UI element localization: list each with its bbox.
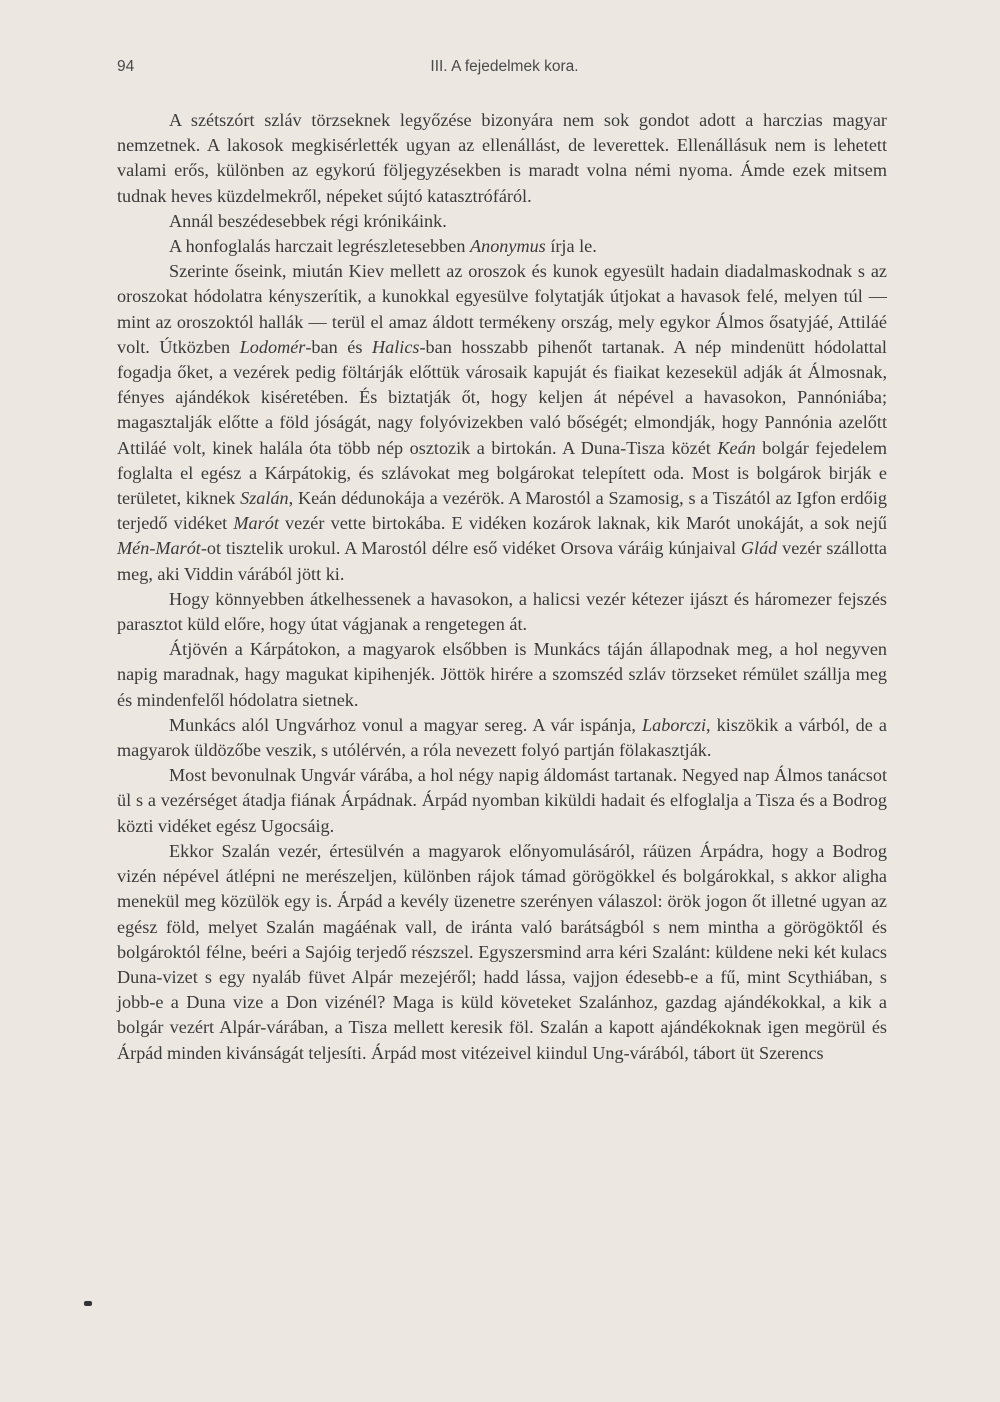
text-run: Szerinte őseink, miután Kiev mellett az oroszok és kunok egyesült hadain diadalmaskodnak s az oroszokat hódolatra kényszerítik, a kunokkal egyesülve folytatják útjokat a havasok felé, melyen túl — mint az oroszoktól hallák — terül el amaz áldott termékeny ország, mely egykor Álmos ősatyjáé, Attiláé volt. Útközben — [117, 261, 887, 357]
body-text — [117, 108, 887, 1066]
text-run: írja le. — [545, 236, 597, 257]
paragraph — [117, 209, 887, 234]
text-run: Annál beszédesebbek régi krónikáink. — [169, 210, 447, 231]
text-run: vezér vette birtokába. E vidéken kozárok laknak, kik Marót unokáját, a sok nejű — [278, 513, 887, 534]
page-number: 94 — [117, 58, 135, 75]
paragraph — [117, 234, 887, 259]
text-run: Hogy könnyebben átkelhessenek a havasokon, a halicsi vezér kétezer ijászt és háromezer fejszés parasztot küld előre, hogy útat vágjanak a rengetegen át. — [117, 588, 887, 635]
running-head: III. A fejedelmek kora. — [430, 58, 579, 75]
italic-name: Keán — [717, 437, 756, 458]
paragraph — [117, 839, 887, 1066]
italic-name: Mén-Marót — [117, 538, 201, 559]
text-run: -ot tisztelik urokul. A Marostól délre eső vidéket Orsova váráig kúnjaival — [200, 538, 741, 559]
italic-name: Glád — [740, 538, 778, 559]
paragraph — [117, 763, 887, 839]
page-header — [117, 58, 892, 84]
text-run: Átjövén a Kárpátokon, a magyarok elsőbben is Munkács táján állapodnak meg, a hol negyven napig maradnak, hagy magukat kipihenjék. Jöttök hirére a szomszéd szláv törzseket rémület szállja meg és mindenfelől hódolatra sietnek. — [117, 639, 887, 710]
text-run: Munkács alól Ungvárhoz vonul a magyar sereg. A vár ispánja, — [169, 714, 643, 735]
italic-name: Anonymus — [469, 236, 546, 257]
paragraph — [117, 259, 887, 587]
text-run: A honfoglalás harczait legrészletesebben — [169, 236, 470, 257]
text-run: , kiszökik a várból, de a magyarok üldözőbe veszik, s utólérvén, a róla nevezett folyó partján fölakasztják. — [117, 714, 887, 761]
paragraph — [117, 637, 887, 713]
text-run: bolgár fejedelem foglalta el egész a Kárpátokig, és szlávokat meg bolgárokat telepített oda. Most is bolgárok birják e területet, kiknek — [117, 437, 887, 509]
text-run: , Keán dédunokája a vezérök. A Marostól a Szamosig, s a Tiszától az Igfon erdőig terjedő vidéket — [117, 488, 887, 534]
text-run: A szétszórt szláv törzseknek legyőzése bizonyára nem sok gondot adott a harczias magyar nemzetnek. A lakosok megkisérlették ugyan az ellenállást, de leverettek. Ellenállásuk nem is lehetett valami erős, különben az egykorú följegyzésekben is maradt volna némi nyoma. Ámde ezek mitsem tudnak heves küzdelmekről, népeket sújtó katasztrófáról. — [117, 110, 887, 206]
paragraph — [117, 108, 887, 209]
text-run: Most bevonulnak Ungvár várába, a hol négy napig áldomást tartanak. Negyed nap Álmos tanácsot ül s a vezérséget átadja fiának Árpádnak. Árpád nyomban kiküldi hadait és elfoglalja a Tisza és a Bodrog közti vidéket egész Ugocsáig. — [117, 765, 887, 836]
text-run: Ekkor Szalán vezér, értesülvén a magyarok előnyomulásáról, ráüzen Árpádra, hogy a Bodrog vizén népével átlépni ne merészeljen, különben rájok támad görögökkel és bolgárokkal, s akkor aligha menekül meg közülök egy is. Árpád a kevély üzenetre szerényen válaszol: örök jogon őt illetné ugyan az egész föld, melyet Szalán magáénak vall, de iránta való barátságból s nem mintha a görögöktől és bolgároktól félne, beéri a Sajóig terjedő részszel. Egyszersmind arra kéri Szalánt: küldene neki két kulacs Duna-vizet s egy nyaláb füvet Alpár mezejéről; hadd lássa, vajjon édesebb-e a fű, mint Scythiában, s jobb-e a Duna vize a Don vizénél? Maga is küld követeket Szalánhoz, gazdag ajándékokkal, a kik a bolgár vezért Alpár-várában, a Tisza mellett keresik föl. Szalán a kapott ajándékoknak igen megörül és Árpád minden kivánságát teljesíti. Árpád most vitézeivel kiindul Ung-várából, tábort üt Szerencs — [117, 840, 887, 1063]
text-run: -ban hosszabb pihenőt tartanak. A nép mindenütt hódolattal fogadja őket, a vezérek pedig föltárják előttük városaik kapuját és fiaikat kezesekül adják át Álmosnak, fényes ajándékok kiséretében. És biztatják őt, hogy keljen át népével a havasokon, Pannóniába; magasztalják előtte a föld jóságát, nagy folyóvizekben való bőségét; elmondják, hogy Pannónia azelőtt Attiláé volt, kinek halála óta több nép osztozik a birtokán. A Duna-Tisza közét — [117, 336, 887, 458]
text-run: -ban és — [305, 336, 372, 357]
italic-name: Laborczi — [642, 714, 707, 735]
ink-speck — [84, 1301, 92, 1306]
italic-name: Lodomér — [239, 336, 306, 357]
italic-name: Szalán — [240, 488, 289, 509]
paragraph — [117, 713, 887, 763]
italic-name: Marót — [233, 513, 279, 534]
text-run: vezér szállotta meg, aki Viddin várából jött ki. — [117, 538, 887, 584]
paragraph — [117, 587, 887, 637]
italic-name: Halics — [371, 336, 420, 357]
